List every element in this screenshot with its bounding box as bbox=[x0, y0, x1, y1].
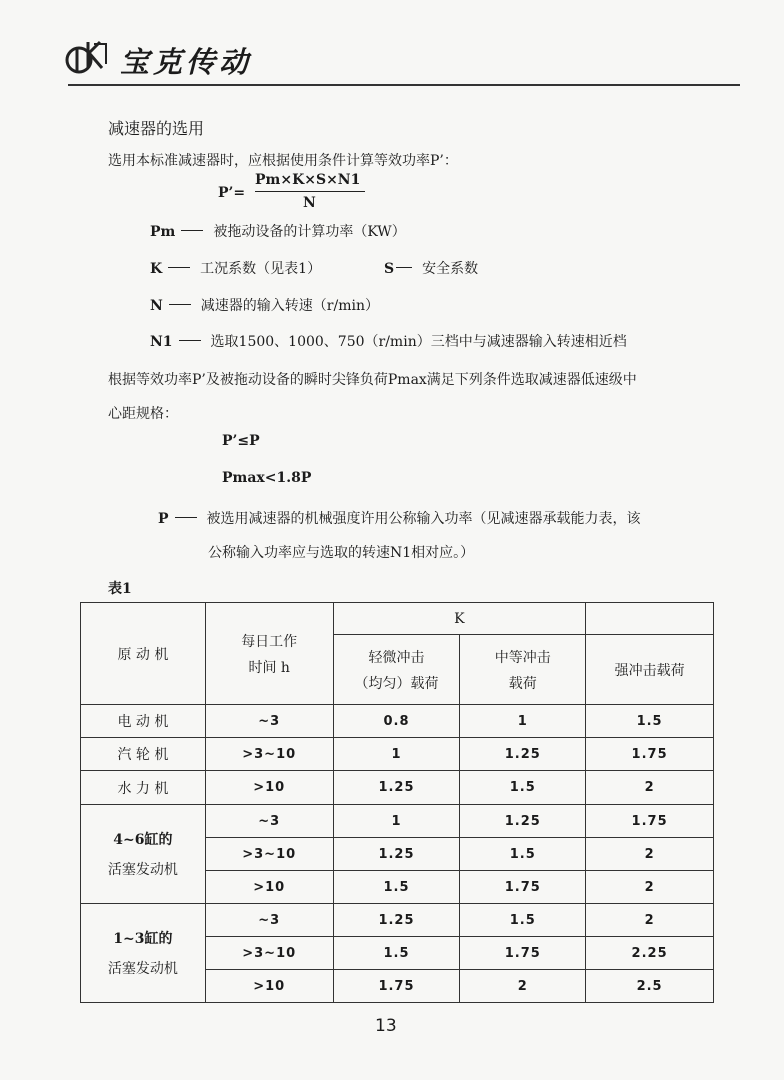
light-value-cell: 1 bbox=[333, 738, 460, 771]
light-value-cell: 1.25 bbox=[333, 838, 460, 871]
medium-value-cell: 1.5 bbox=[460, 771, 586, 805]
hours-cell: >10 bbox=[205, 771, 333, 805]
light-value-cell: 1.75 bbox=[333, 970, 460, 1003]
medium-value-cell: 1 bbox=[460, 705, 586, 738]
heavy-value-cell: 2 bbox=[586, 904, 714, 937]
hours-cell: >3~10 bbox=[205, 838, 333, 871]
prime-mover-line1: 1~3缸的 bbox=[113, 931, 173, 947]
header-prime-mover: 原 动 机 bbox=[81, 603, 206, 705]
medium-value-cell: 1.25 bbox=[460, 738, 586, 771]
heavy-value-cell: 2 bbox=[586, 771, 714, 805]
prime-mover-cell: 汽 轮 机 bbox=[81, 738, 206, 771]
prime-mover-cell bbox=[81, 805, 206, 904]
header-k: K bbox=[333, 603, 586, 635]
condition-paragraph-line1: 根据等效功率P’及被拖动设备的瞬时尖锋负荷Pmax满足下列条件选取减速器低速级中 bbox=[108, 372, 637, 388]
hours-cell: ~3 bbox=[205, 904, 333, 937]
condition-2: Pmax<1.8P bbox=[222, 470, 312, 486]
definition-pm bbox=[150, 221, 406, 241]
definition-symbol: N1 bbox=[150, 334, 173, 350]
brand-name: 宝克传动 bbox=[120, 45, 253, 79]
header-light-load bbox=[333, 635, 460, 705]
header-medium-load bbox=[460, 635, 586, 705]
heavy-value-cell: 1.5 bbox=[586, 705, 714, 738]
k-factor-table bbox=[80, 602, 714, 1003]
definition-text: 被选用减速器的机械强度许用公称输入功率（见减速器承载能力表，该 bbox=[206, 511, 641, 527]
header-hours bbox=[205, 603, 333, 705]
definition-text: 选取1500、1000、750（r/min）三档中与减速器输入转速相近档 bbox=[210, 334, 627, 350]
formula-numerator: Pm×K×S×N1 bbox=[255, 172, 361, 188]
table-caption: 表1 bbox=[108, 581, 132, 597]
fraction-line bbox=[255, 191, 365, 192]
definition-k bbox=[150, 258, 321, 278]
header-light-line1: 轻微冲击 bbox=[368, 649, 425, 666]
header-medium-line2: 载荷 bbox=[508, 675, 537, 692]
hours-cell: >10 bbox=[205, 970, 333, 1003]
hours-cell: >3~10 bbox=[205, 937, 333, 970]
formula-denominator: N bbox=[303, 195, 316, 211]
heavy-value-cell: 2.25 bbox=[586, 937, 714, 970]
light-value-cell: 1.25 bbox=[333, 771, 460, 805]
bk-logo-icon bbox=[64, 38, 112, 78]
medium-value-cell: 2 bbox=[460, 970, 586, 1003]
definition-text: 减速器的输入转速（r/min） bbox=[200, 298, 379, 314]
hours-cell: >3~10 bbox=[205, 738, 333, 771]
condition-paragraph-line2: 心距规格： bbox=[108, 406, 178, 422]
heavy-value-cell: 1.75 bbox=[586, 805, 714, 838]
formula-lhs: P’= bbox=[218, 185, 246, 201]
prime-mover-cell: 水 力 机 bbox=[81, 771, 206, 805]
section-title: 减速器的选用 bbox=[108, 119, 205, 138]
condition-1: P’≤P bbox=[222, 433, 260, 449]
medium-value-cell: 1.25 bbox=[460, 805, 586, 838]
p-definition-line2: 公称输入功率应与选取的转速N1相对应。） bbox=[208, 545, 475, 561]
header-heavy-load: 强冲击载荷 bbox=[586, 635, 714, 705]
definition-n1 bbox=[150, 331, 627, 351]
hours-cell: >10 bbox=[205, 871, 333, 904]
header-rule bbox=[68, 84, 740, 86]
header-hours-line2: 时间 h bbox=[248, 659, 290, 676]
medium-value-cell: 1.5 bbox=[460, 838, 586, 871]
heavy-value-cell: 2 bbox=[586, 871, 714, 904]
prime-mover-cell bbox=[81, 904, 206, 1003]
definition-n bbox=[150, 295, 379, 315]
heavy-value-cell: 2.5 bbox=[586, 970, 714, 1003]
definition-symbol: K bbox=[150, 261, 163, 277]
light-value-cell: 1.5 bbox=[333, 937, 460, 970]
definition-symbol: P bbox=[158, 511, 169, 527]
definition-text: 被拖动设备的计算功率（KW） bbox=[213, 224, 406, 240]
prime-mover-cell: 电 动 机 bbox=[81, 705, 206, 738]
header-light-line2: （均匀）载荷 bbox=[354, 675, 439, 692]
medium-value-cell: 1.75 bbox=[460, 937, 586, 970]
hours-cell: ~3 bbox=[205, 805, 333, 838]
light-value-cell: 1.5 bbox=[333, 871, 460, 904]
medium-value-cell: 1.75 bbox=[460, 871, 586, 904]
header-hours-line1: 每日工作 bbox=[241, 633, 298, 650]
p-definition-line1 bbox=[158, 508, 641, 528]
light-value-cell: 1 bbox=[333, 805, 460, 838]
prime-mover-line2: 活塞发动机 bbox=[107, 862, 178, 878]
definition-symbol: S bbox=[384, 261, 395, 277]
header-medium-line1: 中等冲击 bbox=[494, 649, 551, 666]
light-value-cell: 1.25 bbox=[333, 904, 460, 937]
definition-symbol: N bbox=[150, 298, 163, 314]
light-value-cell: 0.8 bbox=[333, 705, 460, 738]
header-empty bbox=[586, 603, 714, 635]
heavy-value-cell: 1.75 bbox=[586, 738, 714, 771]
definition-s bbox=[384, 258, 478, 278]
hours-cell: ~3 bbox=[205, 705, 333, 738]
definition-text: 工况系数（见表1） bbox=[200, 261, 322, 277]
prime-mover-line2: 活塞发动机 bbox=[107, 961, 178, 977]
heavy-value-cell: 2 bbox=[586, 838, 714, 871]
intro-text: 选用本标准减速器时，应根据使用条件计算等效功率P’： bbox=[108, 153, 458, 169]
definition-text: 安全系数 bbox=[422, 261, 479, 277]
page-number: 13 bbox=[375, 1016, 397, 1036]
medium-value-cell: 1.5 bbox=[460, 904, 586, 937]
definition-symbol: Pm bbox=[150, 224, 176, 240]
prime-mover-line1: 4~6缸的 bbox=[113, 832, 173, 848]
